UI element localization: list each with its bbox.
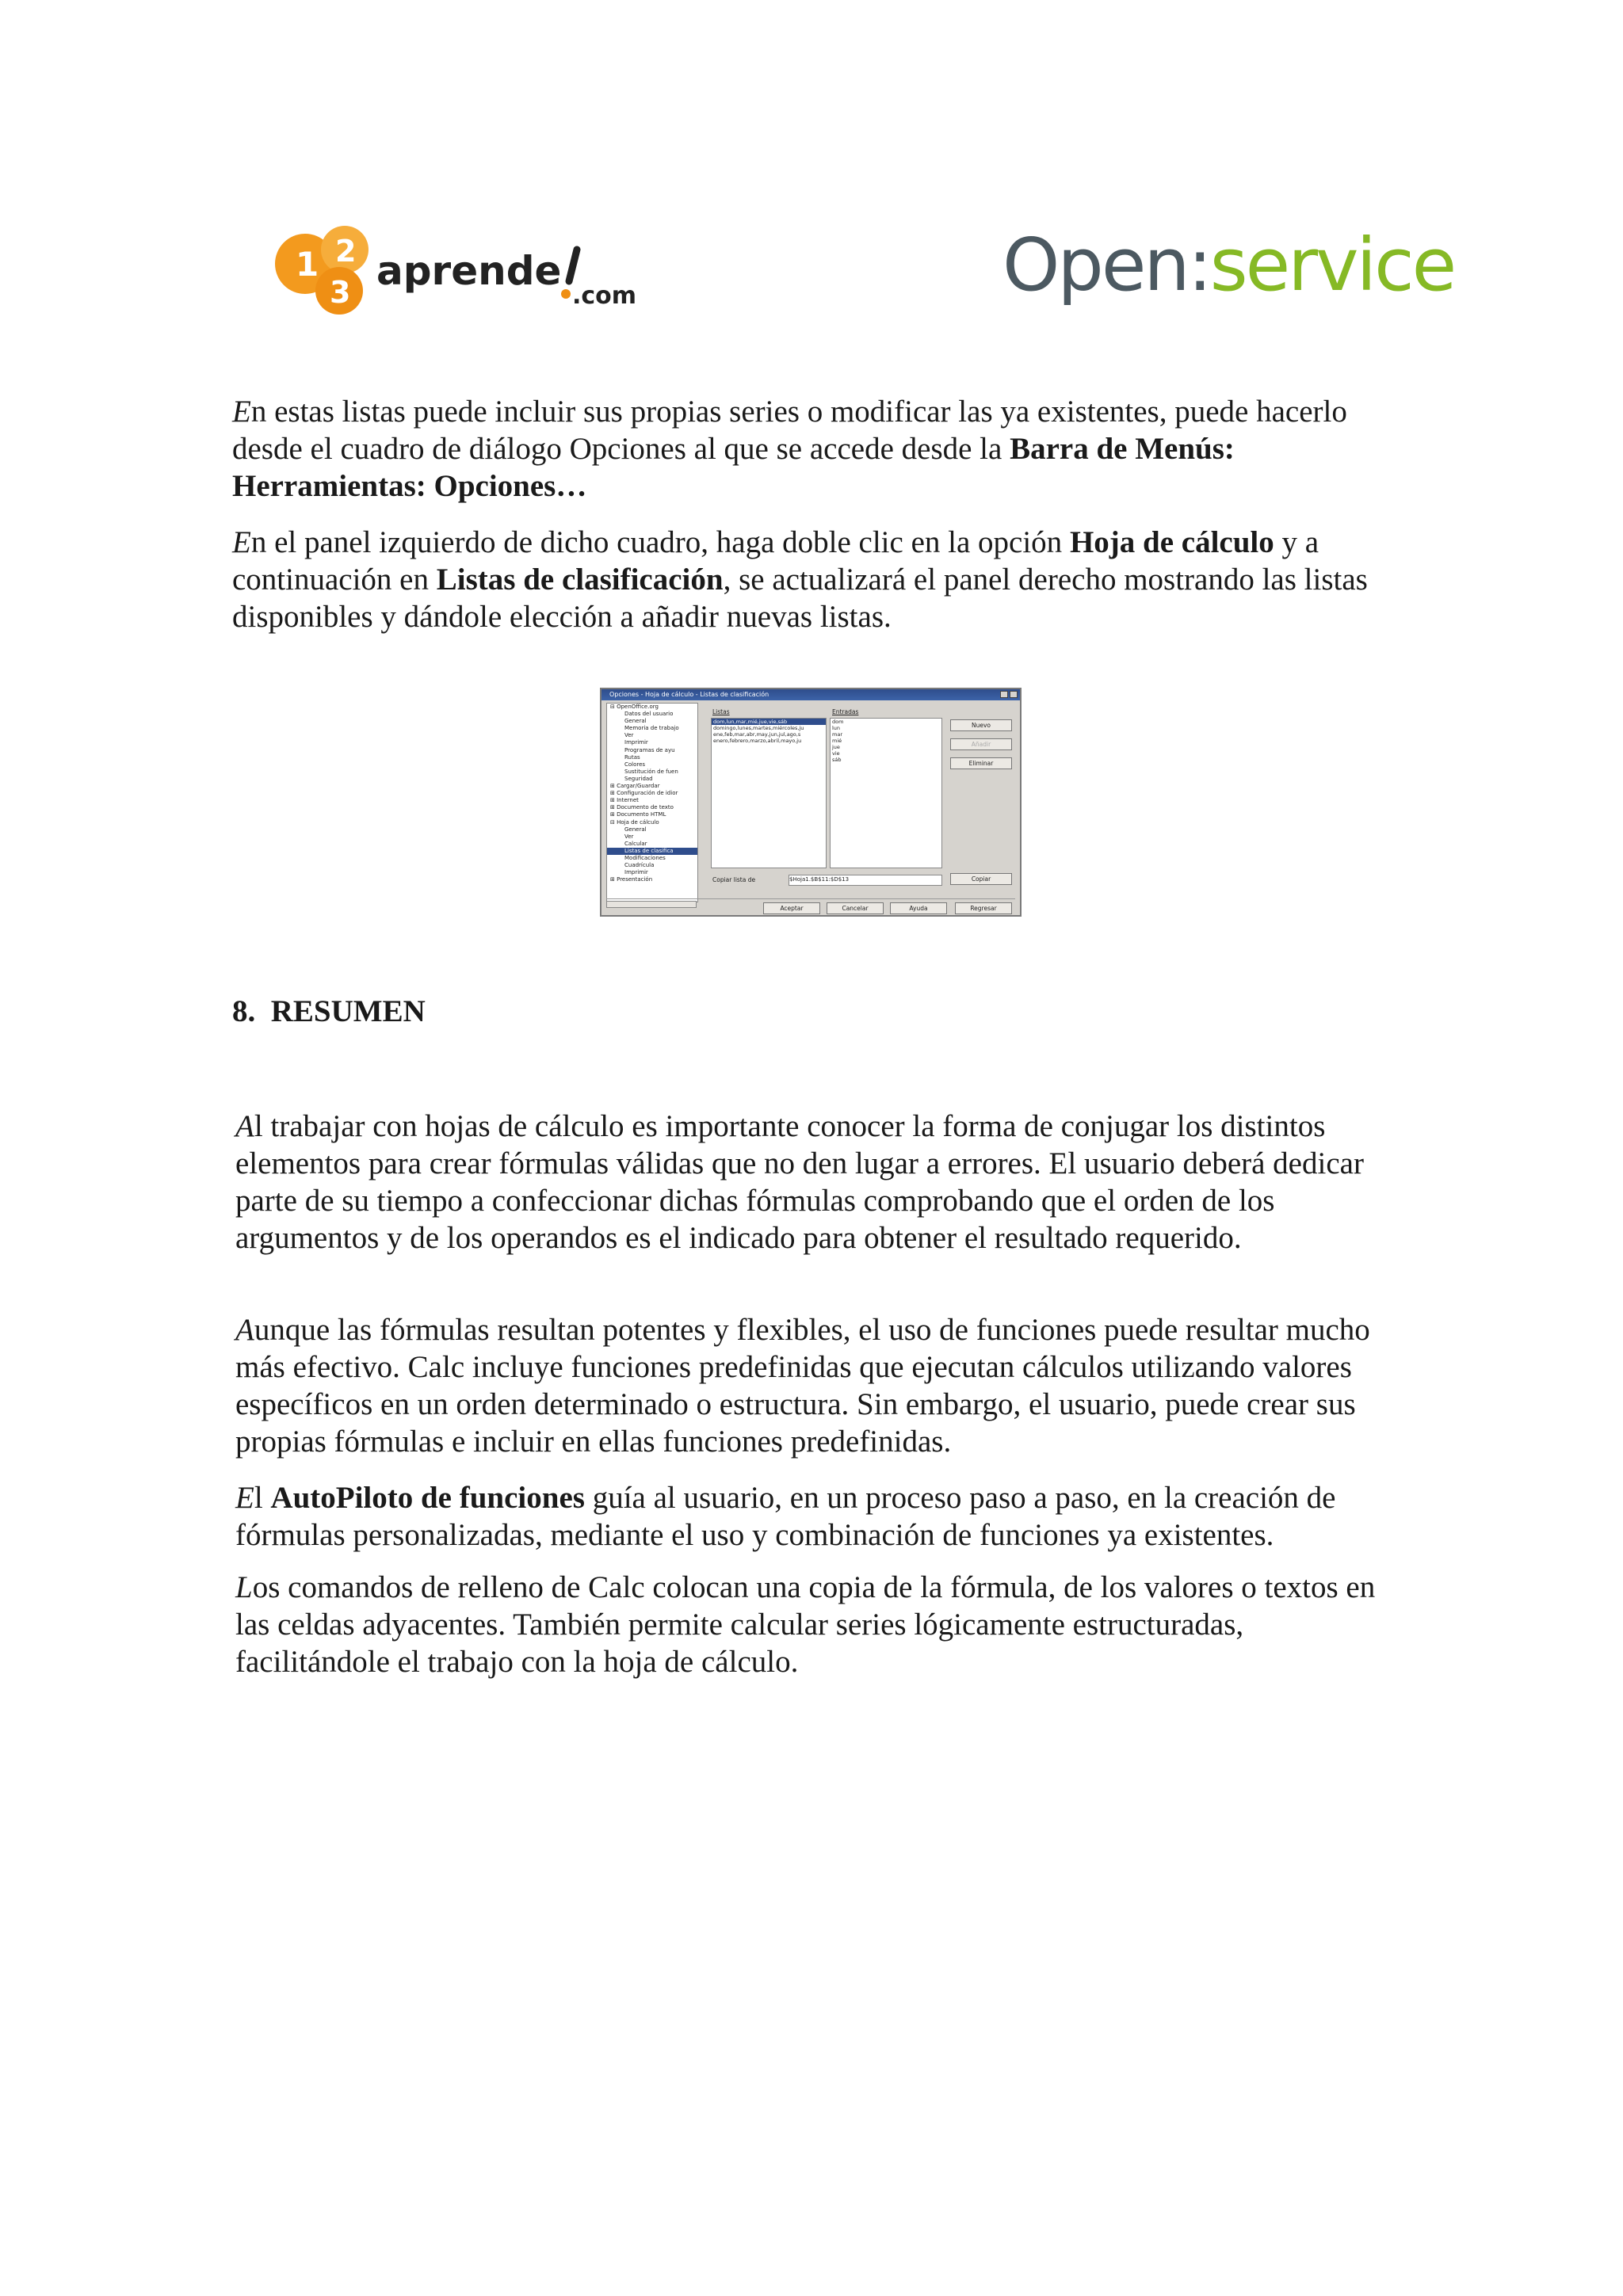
entry-item: mar <box>832 731 842 738</box>
entry-item: sáb <box>832 757 842 763</box>
list-item: domingo,lunes,martes,miércoles,ju <box>713 725 804 731</box>
list-item: enero,febrero,marzo,abril,mayo,ju <box>713 738 802 744</box>
logo-digit-1: 1 <box>296 245 319 284</box>
feature-name: AutoPiloto de funciones <box>270 1481 585 1515</box>
cancel-button: Cancelar <box>827 902 884 914</box>
entry-item: mié <box>832 738 842 744</box>
copy-button: Copiar <box>950 873 1012 885</box>
back-button: Regresar <box>955 902 1012 914</box>
summary-paragraph-1 <box>235 1108 1400 1257</box>
entry-item: vie <box>832 750 840 757</box>
intro-paragraph-1 <box>232 393 1413 505</box>
window-controls <box>1000 691 1018 698</box>
new-button: Nuevo <box>950 719 1012 731</box>
copy-from-label: Copiar lista de <box>712 876 756 883</box>
tree-item: General <box>624 718 647 725</box>
paragraph-text: unque las fórmulas resultan potentes y flexibles, el uso de funciones puede resultar mucho más efectivo. Calc incluye funciones predefinidas que ejecutan cálculos utilizando valores específicos en un orden determinado o estructura. Sin embargo, el usuario, puede crear sus propias fórmulas e incluir en ellas funciones predefinidas. <box>235 1313 1370 1459</box>
dialog-title: Opciones - Hoja de cálculo - Listas de clasificación <box>609 691 769 698</box>
entries-label: Entradas <box>832 708 859 715</box>
tree-scrollbar <box>606 901 697 908</box>
option-name: Hoja de cálculo <box>1069 525 1274 559</box>
drop-letter: E <box>232 525 251 559</box>
list-item: dom,lun,mar,mié,jue,vie,sáb <box>712 719 826 725</box>
add-button: Añadir <box>950 738 1012 750</box>
logo-digit-3: 3 <box>330 275 351 310</box>
entry-item: jue <box>832 744 840 750</box>
menu-path: Barra de Menús: Herramientas: Opciones… <box>232 432 1235 503</box>
drop-letter: A <box>235 1313 254 1347</box>
options-tree <box>606 703 698 902</box>
tree-item: Cuadrícula <box>624 862 655 869</box>
tree-item: Programas de ayu <box>624 746 675 753</box>
summary-paragraph-3 <box>235 1479 1400 1554</box>
summary-paragraph-2 <box>235 1311 1384 1460</box>
tree-item: Seguridad <box>624 775 653 782</box>
drop-letter: L <box>235 1570 253 1604</box>
section-title: RESUMEN <box>270 994 426 1028</box>
section-number: 8. <box>232 994 256 1028</box>
logo-colon: : <box>1187 223 1210 307</box>
summary-paragraph-4 <box>235 1569 1384 1680</box>
entry-item: lun <box>832 725 841 731</box>
section-heading <box>232 994 426 1029</box>
drop-letter: E <box>232 395 251 429</box>
close-icon <box>1010 691 1018 698</box>
tree-item: ⊟ Hoja de cálculo <box>610 818 659 826</box>
logo-open-text: Open <box>1002 223 1188 307</box>
tree-item: Listas de clasifica <box>607 848 697 855</box>
openservice-logo <box>1002 222 1454 309</box>
paragraph-text: os comandos de relleno de Calc colocan una copia de la fórmula, de los valores o textos en las celdas adyacentes. También permite calcular series lógicamente estructuradas, facilitándole el trabajo con la hoja de cálculo. <box>235 1570 1376 1679</box>
lists-label: Listas <box>712 708 730 715</box>
tree-item: Ver <box>624 833 634 840</box>
logo-word: aprende <box>376 248 562 294</box>
list-item: ene,feb,mar,abr,may,jun,jul,ago,s <box>713 731 801 738</box>
tree-item: ⊟ OpenOffice.org <box>610 704 659 710</box>
copy-from-value: $Hoja1.$B$11:$D$13 <box>789 876 850 883</box>
tree-item: Ver <box>624 732 634 739</box>
logo-suffix: .com <box>572 282 637 310</box>
tree-item: Datos del usuario <box>624 711 674 718</box>
copy-from-field <box>789 875 942 886</box>
drop-letter: A <box>235 1109 254 1143</box>
options-dialog-screenshot <box>600 688 1022 917</box>
option-name: Listas de clasificación <box>436 563 724 597</box>
tree-item: Memoria de trabajo <box>624 725 679 732</box>
logo-digit-2: 2 <box>335 234 357 269</box>
tree-item: ⊞ Presentación <box>610 876 653 883</box>
help-icon <box>1000 691 1008 698</box>
tree-item: Colores <box>624 761 646 768</box>
tree-item: Imprimir <box>624 739 648 746</box>
paragraph-text: , se actualizará el panel derecho mostrando las listas disponibles y dándole elección a añadir nuevas listas. <box>232 563 1368 634</box>
paragraph-text: n el panel izquierdo de dicho cuadro, haga doble clic en la opción <box>250 525 1070 559</box>
dialog-title-bar <box>601 689 1020 700</box>
tree-item: ⊞ Configuración de idior <box>610 790 678 797</box>
lists-listbox <box>711 718 827 868</box>
tree-item: ⊞ Documento HTML <box>610 811 666 818</box>
delete-button: Eliminar <box>950 757 1012 769</box>
tree-item: Sustitución de fuen <box>624 768 678 775</box>
intro-paragraph-2 <box>232 524 1397 635</box>
paragraph-text: l trabajar con hojas de cálculo es importante conocer la forma de conjugar los distintos elementos para crear fórmulas válidas que no den lugar a errores. El usuario deberá dedicar parte de su tiempo a confeccionar dichas fórmulas comprobando que el orden de los argumentos y de los operandos es el indicado para obtener el resultado requerido. <box>235 1109 1364 1255</box>
tree-item: Calcular <box>624 840 647 847</box>
logo-service-text: service <box>1209 223 1455 307</box>
drop-letter: E <box>235 1481 254 1515</box>
dialog-separator <box>606 898 1015 899</box>
tree-item: ⊞ Cargar/Guardar <box>610 783 660 790</box>
paragraph-text: n estas listas puede incluir sus propias series o modificar las ya existentes, puede hacerlo desde el cuadro de diálogo Opciones al que se accede desde la <box>232 395 1347 466</box>
aprende-logo <box>269 226 682 317</box>
tree-item: Rutas <box>624 753 640 761</box>
tree-item: Modificaciones <box>624 854 666 861</box>
ok-button: Aceptar <box>763 902 820 914</box>
help-button: Ayuda <box>890 902 947 914</box>
tree-item: Imprimir <box>624 869 648 876</box>
entry-item: dom <box>832 719 844 725</box>
paragraph-text: l <box>254 1481 271 1515</box>
tree-item: ⊞ Internet <box>610 797 639 804</box>
tree-item: General <box>624 826 647 833</box>
entries-textbox <box>830 718 942 868</box>
paragraph-text: y a continuación en <box>232 525 1319 597</box>
paragraph-text: guía al usuario, en un proceso paso a paso, en la creación de fórmulas personalizadas, mediante el uso y combinación de funciones ya existentes. <box>235 1481 1336 1552</box>
tree-item: ⊞ Documento de texto <box>610 804 674 811</box>
